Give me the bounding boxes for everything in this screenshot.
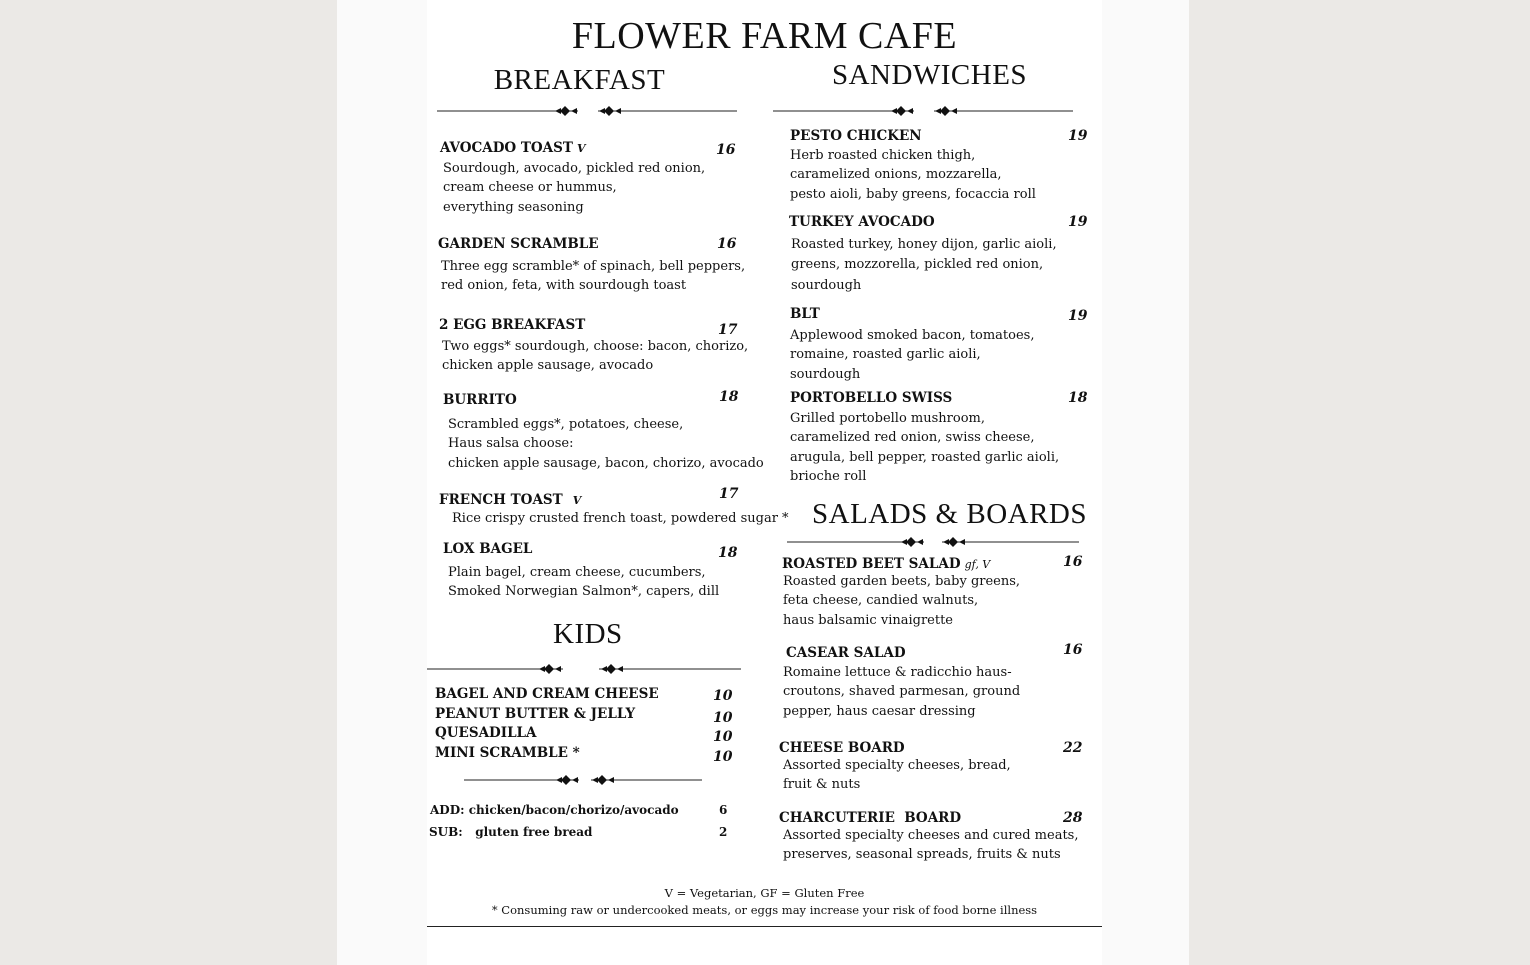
item-price: 18 (718, 545, 738, 561)
sandwiches-divider-ornament (773, 104, 1073, 118)
item-name: BAGEL AND CREAM CHEESE (435, 686, 659, 702)
item-description: Sourdough, avocado, pickled red onion, cream cheese or hummus, everything seasoning (443, 161, 706, 215)
item-name: BURRITO (443, 392, 517, 408)
kids-divider-ornament (427, 662, 741, 676)
item-price: 19 (1068, 214, 1088, 230)
item-description: Roasted turkey, honey dijon, garlic aioli, greens, mozzorella, pickled red onion, sourdough (791, 237, 1057, 293)
item-price: 17 (718, 322, 738, 338)
item-description: Two eggs* sourdough, choose: bacon, chorizo, chicken apple sausage, avocado (442, 339, 749, 374)
breakfast-divider-ornament (437, 104, 737, 118)
item-price: 10 (713, 729, 733, 745)
item-name: MINI SCRAMBLE * (435, 745, 580, 761)
item-price: 16 (716, 142, 736, 158)
menu-title: FLOWER FARM CAFE (571, 15, 958, 57)
salads-heading: SALADS & BOARDS (812, 498, 1087, 530)
item-price: 28 (1063, 810, 1083, 826)
item-price: 16 (1063, 642, 1083, 658)
item-name: CHEESE BOARD (779, 740, 905, 756)
item-description: Rice crispy crusted french toast, powdered sugar * (452, 511, 789, 526)
breakfast-heading: BREAKFAST (493, 64, 666, 96)
kids-bottom-divider-ornament (464, 773, 702, 787)
dietary-tag: gf, V (964, 558, 991, 571)
item-description: Assorted specialty cheeses and cured meats, preserves, seasonal spreads, fruits & nuts (783, 828, 1079, 863)
salads-divider-ornament (787, 535, 1079, 549)
item-price: 10 (713, 710, 733, 726)
food-safety-warning: * Consuming raw or undercooked meats, or eggs may increase your risk of food borne illness (491, 903, 1038, 917)
item-description: Herb roasted chicken thigh, caramelized onions, mozzarella, pesto aioli, baby greens, focaccia roll (790, 148, 1036, 202)
item-price: 18 (1068, 390, 1088, 406)
item-price: 18 (719, 389, 739, 405)
item-price: 22 (1063, 740, 1083, 756)
item-description: Grilled portobello mushroom, caramelized red onion, swiss cheese, arugula, bell pepper, roasted garlic aioli, brioche roll (790, 411, 1060, 484)
item-name: LOX BAGEL (443, 541, 533, 557)
item-description: Plain bagel, cream cheese, cucumbers, Smoked Norwegian Salmon*, capers, dill (448, 565, 720, 600)
item-description: Applewood smoked bacon, tomatoes, romaine, roasted garlic aioli, sourdough (790, 328, 1035, 382)
item-name: PORTOBELLO SWISS (790, 390, 953, 406)
item-name: PEANUT BUTTER & JELLY (435, 706, 636, 722)
vegetarian-tag: V (572, 494, 582, 507)
substitution-price: 2 (719, 825, 728, 839)
item-price: 17 (719, 486, 739, 502)
item-price: 10 (713, 688, 733, 704)
item-price: 19 (1068, 308, 1088, 324)
item-description: Roasted garden beets, baby greens, feta cheese, candied walnuts, haus balsamic vinaigrette (783, 574, 1021, 628)
footer-rule (427, 926, 1102, 927)
add-ons-label: ADD: chicken/bacon/chorizo/avocado (430, 803, 679, 817)
item-price: 19 (1068, 128, 1088, 144)
kids-heading: KIDS (553, 618, 623, 650)
substitution-label: SUB: gluten free bread (429, 825, 593, 839)
item-price: 10 (713, 749, 733, 765)
item-name: BLT (790, 306, 820, 322)
item-price: 16 (717, 236, 737, 252)
menu-page (427, 0, 1102, 965)
item-name: GARDEN SCRAMBLE (438, 236, 599, 252)
add-ons-price: 6 (719, 803, 728, 817)
item-name: AVOCADO TOAST (440, 140, 573, 156)
item-name: FRENCH TOAST (439, 492, 563, 508)
item-name: TURKEY AVOCADO (789, 214, 935, 230)
vegetarian-tag: V (576, 142, 586, 155)
item-price: 16 (1063, 554, 1083, 570)
item-description: Assorted specialty cheeses, bread, fruit & nuts (783, 758, 1011, 793)
item-name: PESTO CHICKEN (790, 128, 922, 144)
item-name: CHARCUTERIE BOARD (779, 810, 962, 826)
item-description: Scrambled eggs*, potatoes, cheese, Haus salsa choose: chicken apple sausage, bacon, chorizo, avocado (448, 417, 764, 471)
sandwiches-heading: SANDWICHES (831, 59, 1028, 91)
item-name: CASEAR SALAD (786, 645, 906, 661)
item-description: Three egg scramble* of spinach, bell peppers, red onion, feta, with sourdough toast (441, 259, 746, 294)
item-description: Romaine lettuce & radicchio haus- croutons, shaved parmesan, ground pepper, haus caesar dressing (783, 665, 1021, 719)
dietary-legend: V = Vegetarian, GF = Gluten Free (664, 886, 865, 900)
item-name: QUESADILLA (435, 725, 537, 741)
item-name: ROASTED BEET SALAD (782, 556, 961, 572)
item-name: 2 EGG BREAKFAST (439, 317, 586, 333)
